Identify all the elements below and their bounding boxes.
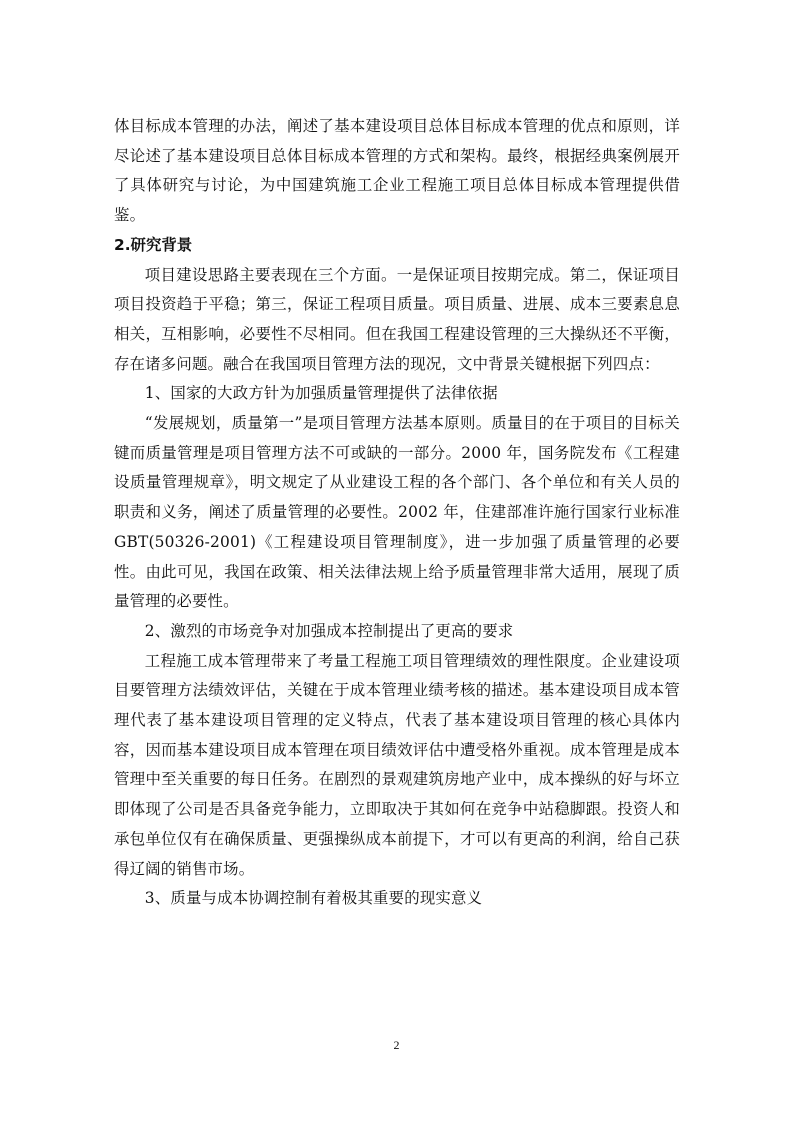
point-3-heading: 3、质量与成本协调控制有着极其重要的现实意义 (144, 889, 483, 908)
point-2-heading: 2、激烈的市场竞争对加强成本控制提出了更高的要求 (144, 621, 514, 640)
section-heading: 2.研究背景 (114, 235, 193, 254)
background-paragraph: 项目建设思路主要表现在三个方面。一是保证项目按期完成。第二，保证项目项目投资趋于平稳；第三，保证工程项目质量。项目质量、进展、成本三要素息息相关，互相影响，必要性不尽相同。但在我国工程建设管理的三大操纵还不平衡，存在诸多问题。融合在我国项目管理方法的现况，文中背景关键根据下列四点： (114, 265, 680, 373)
intro-paragraph: 体目标成本管理的办法，阐述了基本建设项目总体目标成本管理的优点和原则，详尽论述了基本建设项目总体目标成本管理的方式和架构。最终，根据经典案例展开了具体研究与讨论，为中国建筑施工企业工程施工项目总体目标成本管理提供借鉴。 (114, 117, 680, 225)
point-1-paragraph: “发展规划，质量第一”是项目管理方法基本原则。质量目的在于项目的目标关键而质量管理是项目管理方法不可或缺的一部分。2000 年，国务院发布《工程建设质量管理规章》，明文规定了从业建设工程的各个部门、各个单位和有关人员的职责和义务，阐述了质量管理的必要性。2002 年，住建部准许施行国家行业标准 GBT(50326-2001)《工程建设项目管理制度》，进一步加强了质量管理的必要性。由此可见，我国在政策、相关法律法规上给予质量管理非常大适用，展现了质量管理的必要性。 (114, 414, 680, 611)
page-number: 2 (393, 1038, 400, 1052)
point-1-heading: 1、国家的大政方针为加强质量管理提供了法律依据 (144, 384, 498, 403)
point-2-paragraph: 工程施工成本管理带来了考量工程施工项目管理绩效的理性限度。企业建设项目要管理方法绩效评估，关键在于成本管理业绩考核的描述。基本建设项目成本管理代表了基本建设项目管理的定义特点，代表了基本建设项目管理的核心具体内容，因而基本建设项目成本管理在项目绩效评估中遭受格外重视。成本管理是成本管理中至关重要的每日任务。在剧烈的景观建筑房地产业中，成本操纵的好与坏立即体现了公司是否具备竞争能力，立即取决于其如何在竞争中站稳脚跟。投资人和承包单位仅有在确保质量、更强操纵成本前提下，才可以有更高的利润，给自己获得辽阔的销售市场。 (114, 651, 680, 878)
page-body (114, 112, 680, 914)
